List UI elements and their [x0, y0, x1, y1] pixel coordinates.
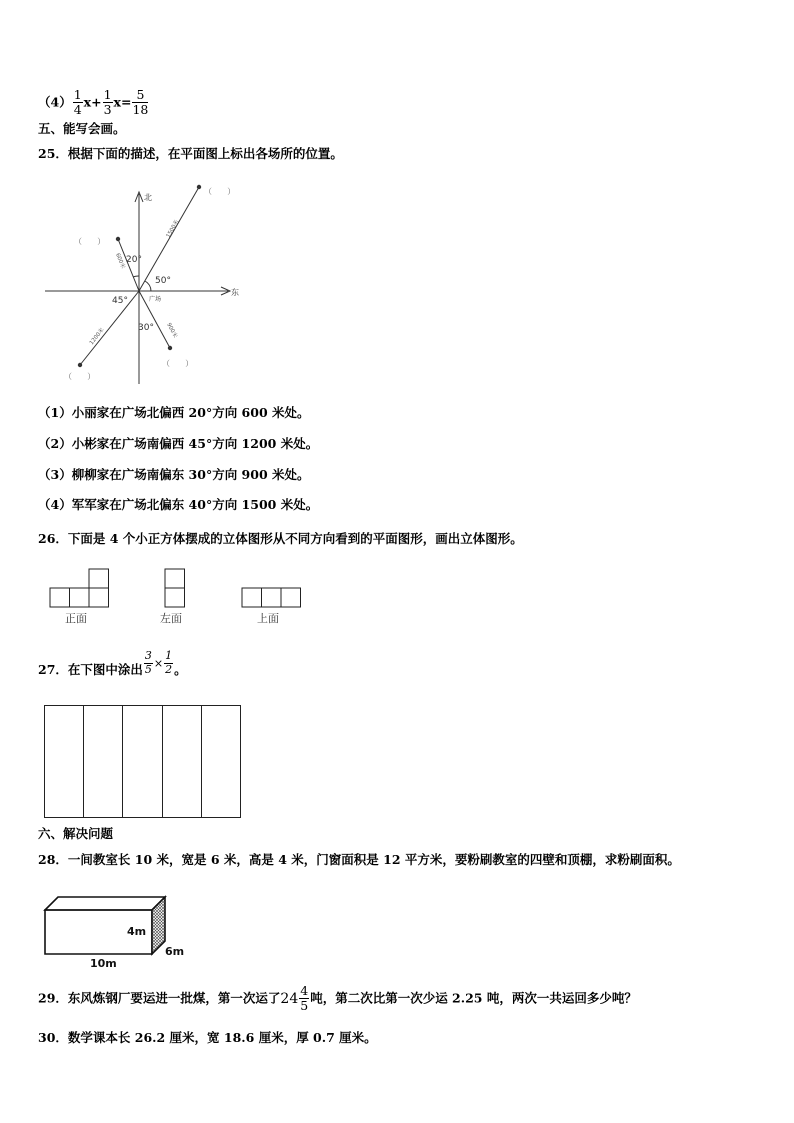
fraction: $\frac{1}{4}$ — [73, 87, 82, 118]
question-26: 26．下面是 4 个小正方体摆成的立体图形从不同方向看到的平面图形，画出立体图形。 — [38, 531, 523, 546]
angle-50-label: 50° — [155, 276, 171, 286]
q25-item-1: （1）小丽家在广场北偏西 20°方向 600 米处。 — [38, 405, 310, 420]
front-view — [50, 569, 109, 607]
top-view-label: 上面 — [257, 612, 279, 625]
blank-nw: （ ） — [74, 237, 106, 246]
question-25: 25．根据下面的描述，在平面图上标出各场所的位置。 — [38, 146, 343, 161]
east-label: 东 — [231, 288, 239, 297]
fraction: $\frac{5}{18}$ — [132, 87, 149, 118]
q25-item-4: （4）军军家在广场北偏东 40°方向 1500 米处。 — [38, 497, 319, 512]
column-cell[interactable] — [123, 706, 162, 817]
section-heading-6: 六、解决问题 — [38, 826, 114, 841]
plaza-label: 广场 — [149, 296, 162, 303]
fraction: $\frac{3}{5}$ — [144, 649, 152, 676]
ray-sw-1200 — [80, 291, 139, 365]
angle-30-label: 30° — [138, 323, 154, 333]
length-600-label: 600米 — [114, 252, 126, 270]
question-28: 28．一间教室长 10 米，宽是 6 米，高是 4 米，门窗面积是 12 平方米，要粉刷教室的四壁和顶棚，求粉刷面积。 — [38, 852, 680, 867]
length-1200-label: 1200米 — [88, 327, 106, 347]
point-nw — [116, 237, 120, 241]
item-label: （4） — [38, 94, 72, 110]
point-se — [168, 346, 172, 350]
blank-ne: （ ） — [204, 187, 236, 196]
classroom-cuboid — [40, 890, 200, 970]
front-view-label: 正面 — [65, 612, 87, 625]
height-label: 4m — [127, 925, 147, 938]
fraction: $\frac{4}{5}$ — [300, 983, 309, 1014]
fraction: $\frac{1}{3}$ — [103, 87, 112, 118]
cuboid-side-face — [152, 897, 165, 954]
three-views — [40, 564, 320, 628]
angle-20-label: 20° — [126, 255, 142, 265]
q25-item-2: （2）小彬家在广场南偏西 45°方向 1200 米处。 — [38, 436, 319, 451]
left-view — [165, 569, 185, 607]
column-cell[interactable] — [202, 706, 240, 817]
cuboid-top-face — [45, 897, 165, 910]
blank-se: （ ） — [162, 359, 194, 368]
question-29: 29．东风炼钢厂要运进一批煤，第一次运了24 $\frac{4}{5}$ 吨，第二次比第一次少运 2.25 吨，两次一共运回多少吨？ — [38, 983, 637, 1014]
width-label: 6m — [165, 945, 185, 958]
point-ne — [197, 185, 201, 189]
length-1500-label: 1500米 — [165, 219, 181, 239]
angle-arc-20 — [133, 276, 139, 277]
q25-item-3: （3）柳柳家在广场南偏东 30°方向 900 米处。 — [38, 467, 310, 482]
north-label: 北 — [144, 193, 152, 202]
section-heading-5: 五、能写会画。 — [38, 121, 126, 136]
position-diagram — [40, 182, 255, 388]
fraction: $\frac{1}{2}$ — [165, 649, 173, 676]
shading-rectangle[interactable] — [44, 705, 241, 818]
angle-45-label: 45° — [112, 296, 128, 306]
length-label: 10m — [90, 957, 117, 970]
equation-item-4: （4） $\frac{1}{4}$ x+ $\frac{1}{3}$ x= $\frac{5}{18}$ — [38, 87, 149, 118]
length-900-label: 900米 — [165, 322, 179, 340]
top-view — [242, 588, 301, 607]
question-27: 27．在下图中涂出 $\frac{3}{5}$ × $\frac{1}{2}$ 。 — [38, 649, 187, 677]
blank-sw: （ ） — [64, 372, 96, 381]
angle-arc-50 — [145, 281, 151, 291]
column-cell[interactable] — [84, 706, 123, 817]
column-cell[interactable] — [45, 706, 84, 817]
question-30: 30．数学课本长 26.2 厘米，宽 18.6 厘米，厚 0.7 厘米。 — [38, 1030, 377, 1045]
column-cell[interactable] — [163, 706, 202, 817]
point-sw — [78, 363, 82, 367]
left-view-label: 左面 — [160, 612, 182, 625]
